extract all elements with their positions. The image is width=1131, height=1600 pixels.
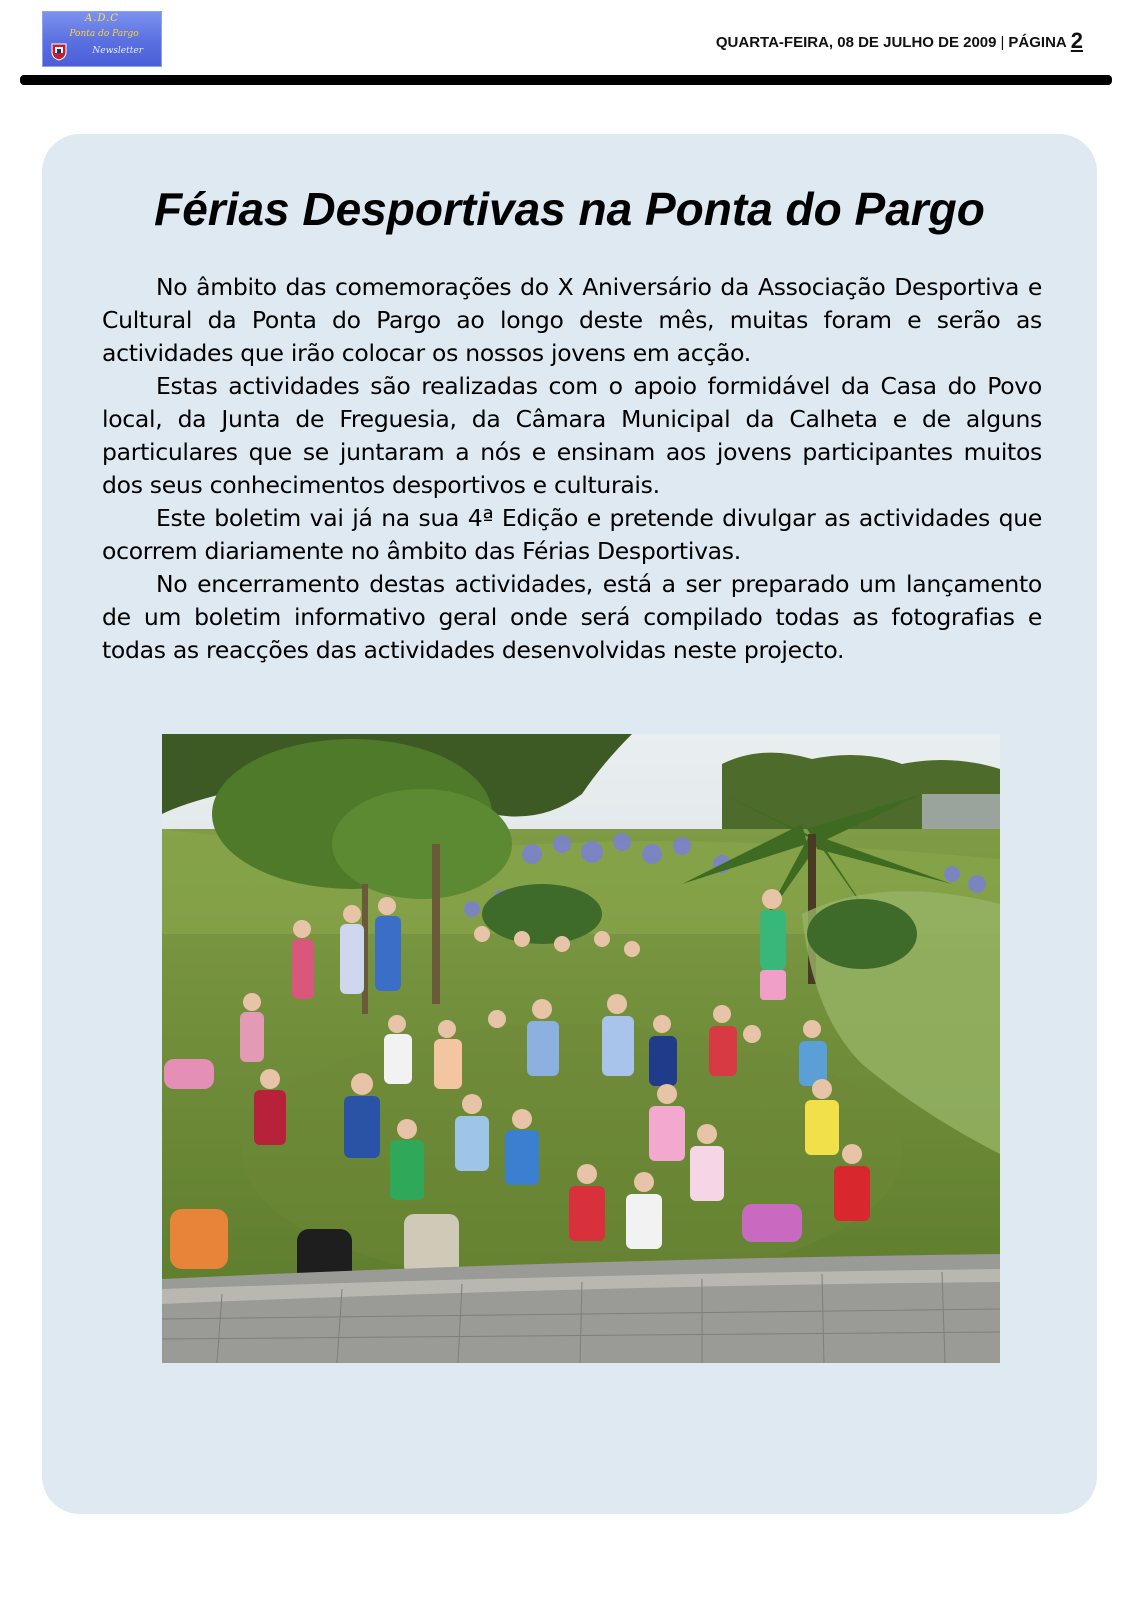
paragraph: No âmbito das comemorações do X Aniversário da Associação Desportiva e Cultural da Ponta do Pargo ao longo deste mês, muitas foram e serão as actividades que irão colocar os nossos jovens em acção. [102,273,1042,367]
header-rule [20,75,1112,85]
header-separator: | [1000,34,1005,51]
group-photo [162,734,1000,1363]
paragraph: Este boletim vai já na sua 4ª Edição e pretende divulgar as actividades que ocorrem diariamente no âmbito das Férias Desportivas. [102,504,1042,565]
crest-icon [51,43,67,61]
logo-line-2: Ponta do Pargo [69,29,139,39]
article-title: Férias Desportivas na Ponta do Pargo [154,183,985,235]
article-panel [42,134,1097,1514]
logo-line-3: Newsletter [92,46,143,56]
page-label: PÁGINA [1008,34,1067,51]
paragraph: No encerramento destas actividades, está a ser preparado um lançamento de um boletim informativo geral onde será compilado todas as fotografias e todas as reacções das actividades desenvolvidas neste projecto. [102,570,1042,664]
paragraph: Estas actividades são realizadas com o apoio formidável da Casa do Povo local, da Junta de Freguesia, da Câmara Municipal da Calheta e de alguns particulares que se juntaram a nós e ensinam aos jovens participantes muitos dos seus conhecimentos desportivos e culturais. [102,372,1042,499]
article-body [102,271,1042,667]
group-photo-illustration [162,734,1000,1363]
page-header [716,28,1083,54]
issue-date: QUARTA-FEIRA, 08 DE JULHO DE 2009 [715,34,997,51]
page-number: 2 [1070,28,1083,53]
newsletter-logo [42,11,162,67]
logo-line-1: A.D.C [85,13,119,24]
